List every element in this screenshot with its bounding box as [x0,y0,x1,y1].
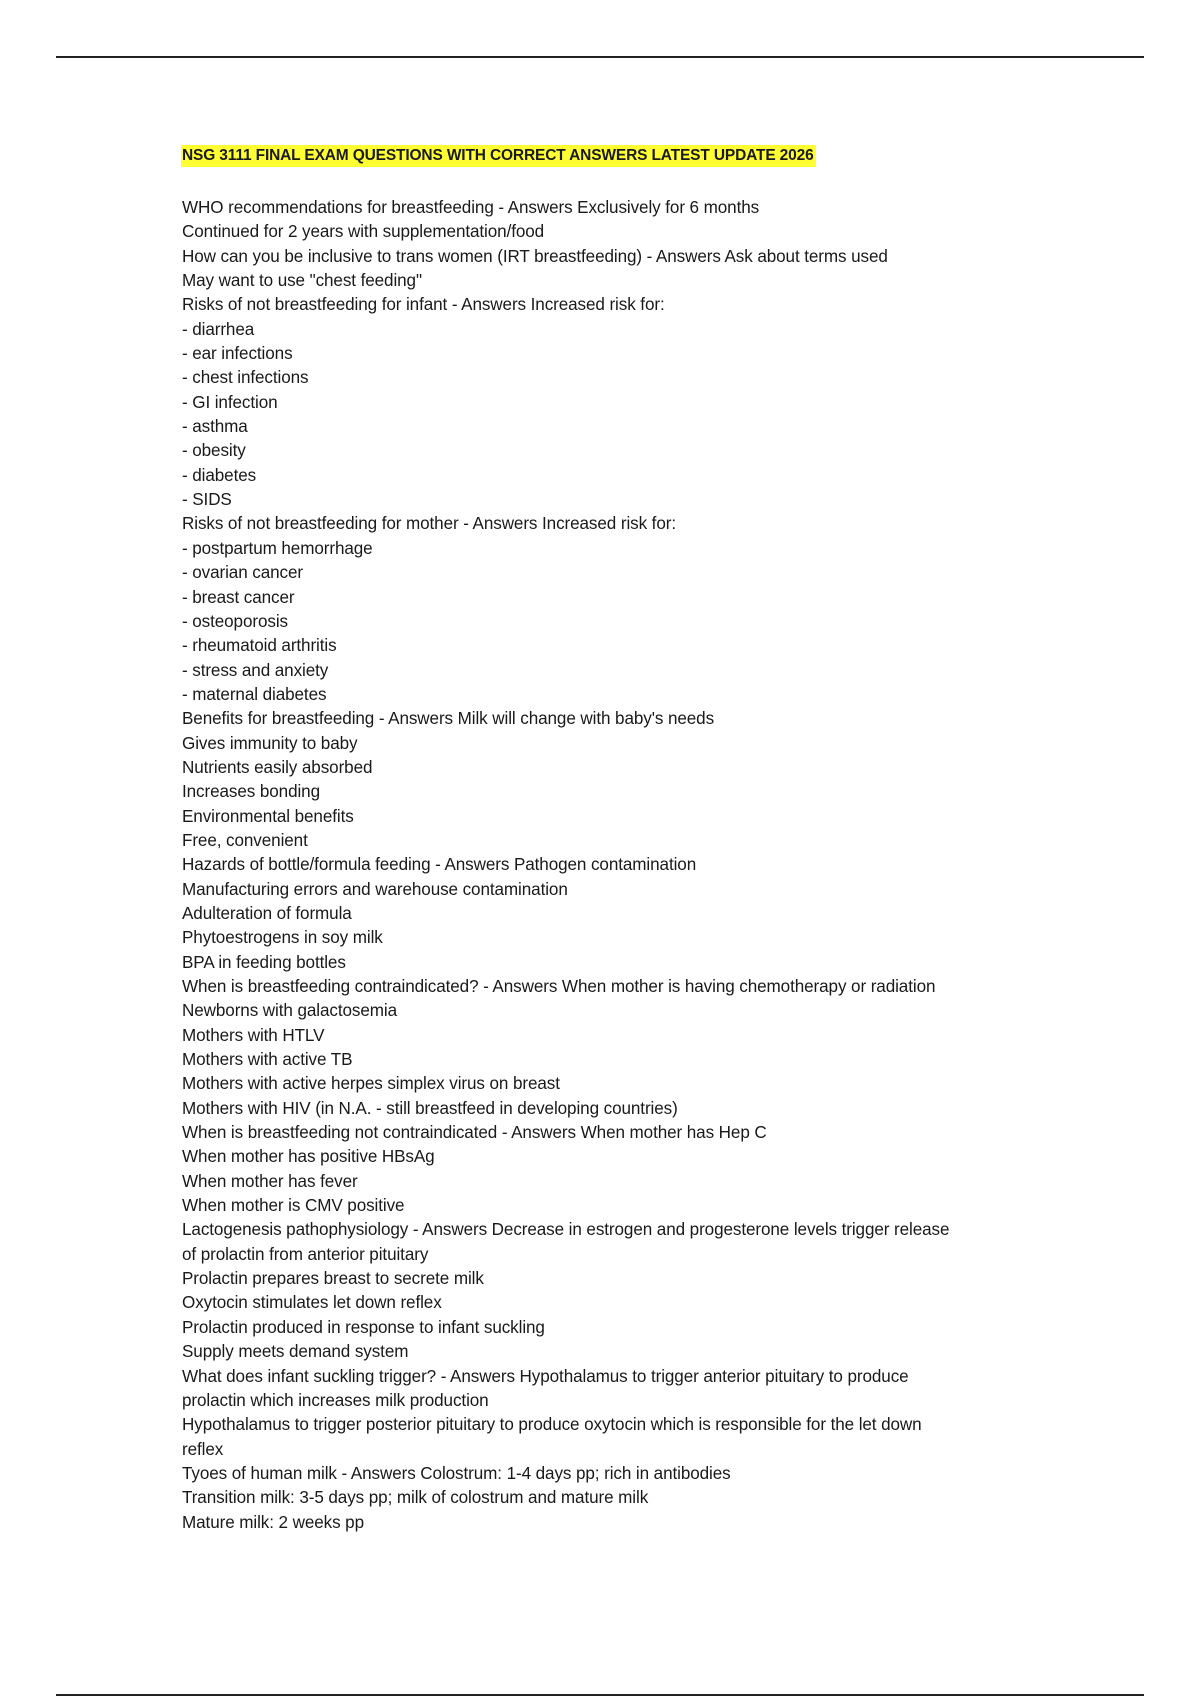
text-line: BPA in feeding bottles [182,952,346,972]
text-line: - rheumatoid arthritis [182,636,337,656]
text-line: - diabetes [182,465,257,485]
text-line: Oxytocin stimulates let down reflex [182,1293,442,1313]
text-line: - ovarian cancer [182,563,303,583]
text-line: When mother has positive HBsAg [182,1147,435,1167]
qa-lines [182,196,1082,1535]
text-line: - obesity [182,441,246,461]
text-line: Transition milk: 3-5 days pp; milk of colostrum and mature milk [182,1488,649,1508]
text-line: Manufacturing errors and warehouse contamination [182,879,568,899]
document-body [182,145,1082,1535]
text-line: - osteoporosis [182,611,288,631]
text-line: - ear infections [182,344,293,364]
text-line: Environmental benefits [182,806,354,826]
text-line: Risks of not breastfeeding for mother - Answers Increased risk for: [182,514,676,534]
text-line: - SIDS [182,490,232,510]
text-line: Gives immunity to baby [182,733,358,753]
document-title: NSG 3111 FINAL EXAM QUESTIONS WITH CORRECT ANSWERS LATEST UPDATE 2026 [181,145,816,167]
text-line: - diarrhea [182,319,255,339]
text-line: Tyoes of human milk - Answers Colostrum: 1-4 days pp; rich in antibodies [182,1463,731,1483]
text-line: Newborns with galactosemia [182,1001,397,1021]
text-line: Mature milk: 2 weeks pp [182,1512,365,1532]
text-line: Mothers with active herpes simplex virus on breast [182,1074,560,1094]
text-line: When mother has fever [182,1171,358,1191]
text-line: - postpartum hemorrhage [182,538,373,558]
text-line: Risks of not breastfeeding for infant - Answers Increased risk for: [182,295,665,315]
text-line: Increases bonding [182,782,320,802]
text-line: - stress and anxiety [182,660,329,680]
text-line: When mother is CMV positive [182,1196,405,1216]
text-line: Mothers with HIV (in N.A. - still breastfeed in developing countries) [182,1098,678,1118]
footer-rule [56,1694,1144,1696]
text-line: How can you be inclusive to trans women (IRT breastfeeding) - Answers Ask about terms used [182,246,888,266]
text-line: reflex [182,1439,224,1459]
text-line: When is breastfeeding not contraindicated - Answers When mother has Hep C [182,1123,767,1143]
text-line: prolactin which increases milk production [182,1390,489,1410]
text-line: Benefits for breastfeeding - Answers Milk will change with baby's needs [182,709,715,729]
text-line: Hazards of bottle/formula feeding - Answers Pathogen contamination [182,855,697,875]
text-line: of prolactin from anterior pituitary [182,1244,429,1264]
text-line: Prolactin produced in response to infant suckling [182,1317,545,1337]
text-line: Mothers with HTLV [182,1025,325,1045]
text-line: Nutrients easily absorbed [182,757,373,777]
text-line: Mothers with active TB [182,1050,353,1070]
text-line: Adulteration of formula [182,903,352,923]
text-line: - GI infection [182,392,278,412]
text-line: WHO recommendations for breastfeeding - Answers Exclusively for 6 months [182,198,760,217]
text-line: - maternal diabetes [182,684,327,704]
text-line: - breast cancer [182,587,295,607]
text-line: Phytoestrogens in soy milk [182,928,383,948]
text-line: May want to use "chest feeding" [182,271,422,291]
text-line: Lactogenesis pathophysiology - Answers Decrease in estrogen and progesterone levels trigger release [182,1220,950,1240]
header-rule [56,56,1144,58]
text-line: When is breastfeeding contraindicated? - Answers When mother is having chemotherapy or radiation [182,977,936,996]
text-line: - chest infections [182,368,309,388]
text-line: Free, convenient [182,830,308,850]
text-line: What does infant suckling trigger? - Answers Hypothalamus to trigger anterior pituitary to produce [182,1366,909,1386]
text-line: Prolactin prepares breast to secrete milk [182,1269,484,1289]
text-line: - asthma [182,417,248,437]
text-line: Supply meets demand system [182,1342,409,1362]
text-line: Hypothalamus to trigger posterior pituitary to produce oxytocin which is responsible for the let down [182,1415,922,1435]
text-line: Continued for 2 years with supplementation/food [182,222,545,242]
